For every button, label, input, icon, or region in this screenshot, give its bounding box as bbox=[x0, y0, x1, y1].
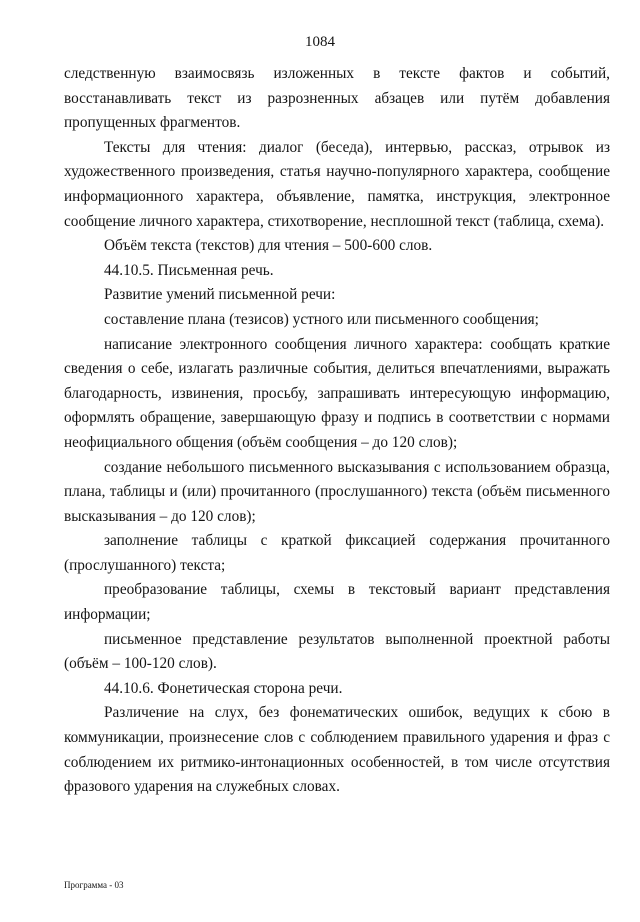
paragraph-reading-volume: Объём текста (текстов) для чтения – 500-600 слов. bbox=[104, 237, 433, 255]
paragraph-phonetics: Различение на слух, без фонематических ошибок, ведущих к сбою в коммуникации, произнесение слов с соблюдением правильного ударения и фраз с соблюдением их ритмико-интонационных особенностей, в том числе отсутствия фразового ударения на служебных словах. bbox=[64, 704, 610, 796]
list-item-plan: составление плана (тезисов) устного или письменного сообщения; bbox=[104, 310, 539, 328]
paragraph-continuation: следственную взаимосвязь изложенных в тексте фактов и событий, восстанавливать текст из разрозненных абзацев или путём добавления пропущенных фрагментов. bbox=[64, 65, 610, 132]
list-item-table-conversion: преобразование таблицы, схемы в текстовый вариант представления информации; bbox=[64, 581, 610, 624]
list-item-table-filling: заполнение таблицы с краткой фиксацией содержания прочитанного (прослушанного) текста; bbox=[64, 532, 610, 574]
footer-label: Программа - 03 bbox=[64, 880, 124, 890]
list-item-email: написание электронного сообщения личного характера: сообщать краткие сведения о себе, излагать различные события, делиться впечатлениями, выражать благодарность, извинения, просьбу, запрашивать интересующую информацию, оформлять обращение, завершающую фразу и подпись в соответствии с нормами неофициального общения (объём сообщения – до 120 слов); bbox=[64, 335, 610, 451]
page-number: 1084 bbox=[305, 34, 335, 50]
section-heading-writing: 44.10.5. Письменная речь. bbox=[104, 261, 274, 279]
list-item-short-text: создание небольшого письменного высказывания с использованием образца, плана, таблицы и (или) прочитанного (прослушанного) текста (объём письменного высказывания – до 120 слов); bbox=[64, 458, 610, 525]
document-body bbox=[64, 62, 610, 800]
paragraph-reading-texts: Тексты для чтения: диалог (беседа), интервью, рассказ, отрывок из художественного произведения, статья научно-популярного характера, сообщение информационного характера, объявление, памятка, инструкция, электронное сообщение личного характера, стихотворение, несплошной текст (таблица, схема). bbox=[64, 138, 610, 230]
list-item-project-results: письменное представление результатов выполненной проектной работы (объём – 100-120 слов). bbox=[64, 630, 610, 673]
paragraph-writing-skills: Развитие умений письменной речи: bbox=[104, 286, 336, 304]
section-heading-phonetics: 44.10.6. Фонетическая сторона речи. bbox=[104, 679, 343, 697]
